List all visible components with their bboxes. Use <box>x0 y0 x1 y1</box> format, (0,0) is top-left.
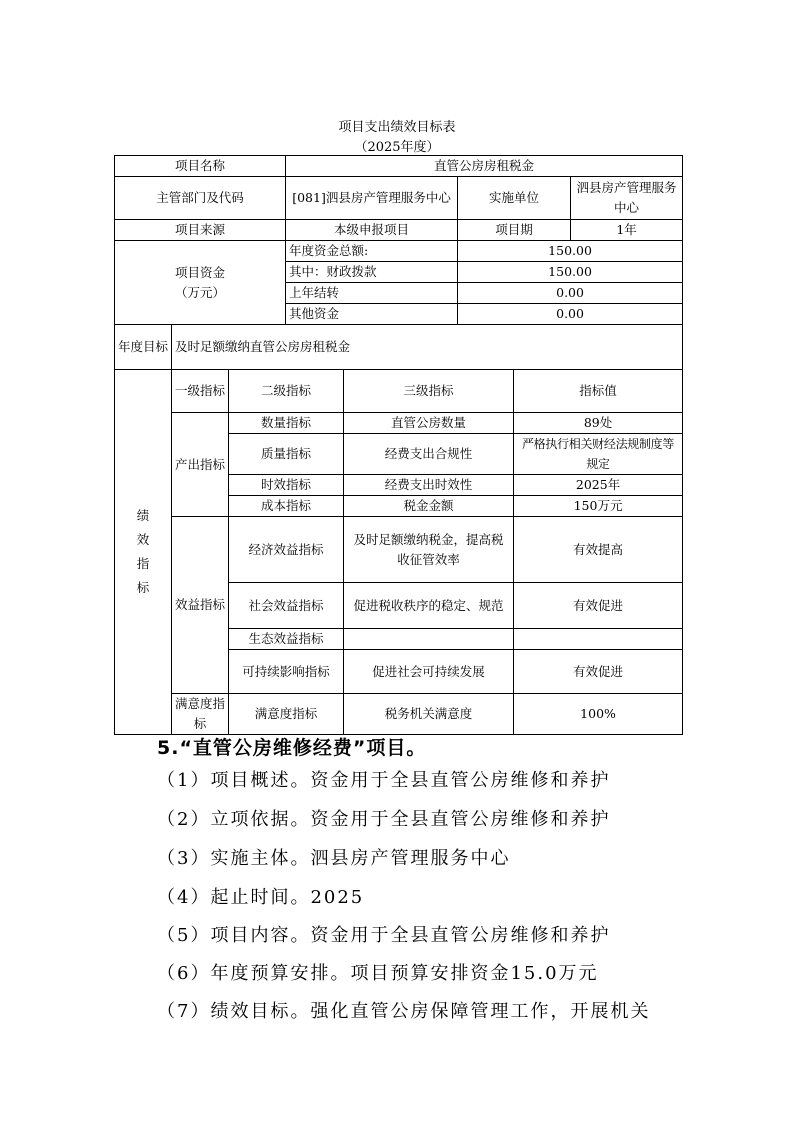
hdr-val: 指标值 <box>514 370 683 413</box>
period-value: 1年 <box>571 220 683 241</box>
fund-row-label: 其中：财政拨款 <box>286 262 458 283</box>
output-label: 产出指标 <box>172 413 229 517</box>
val-cell: 100% <box>514 694 683 735</box>
section-item: （5）项目内容。资金用于全县直管公房维修和养护 <box>157 925 611 946</box>
fund-row-value: 150.00 <box>458 262 683 283</box>
fund-row-label: 上年结转 <box>286 283 458 304</box>
l3-cell: 促进税收秩序的稳定、规范 <box>344 583 514 629</box>
section-item: （4）起止时间。2025 <box>157 887 365 908</box>
hdr-l1: 一级指标 <box>172 370 229 413</box>
l2-cell: 成本指标 <box>229 496 344 517</box>
val-cell: 有效提高 <box>514 517 683 583</box>
l3-cell: 经费支出合规性 <box>344 434 514 475</box>
source-label: 项目来源 <box>115 220 286 241</box>
dept-label: 主管部门及代码 <box>115 177 286 220</box>
l3-cell: 直管公房数量 <box>344 413 514 434</box>
section-item: （1）项目概述。资金用于全县直管公房维修和养护 <box>157 770 611 791</box>
l2-cell: 生态效益指标 <box>229 629 344 650</box>
table-subtitle: （2025年度） <box>354 140 440 155</box>
val-cell: 150万元 <box>514 496 683 517</box>
val-cell: 严格执行相关财经法规制度等规定 <box>514 434 683 475</box>
dept-value: [081]泗县房产管理服务中心 <box>286 177 458 220</box>
funds-label-text: 项目资金 <box>175 264 226 280</box>
section-item: （7）绩效目标。强化直管公房保障管理工作，开展机关 <box>157 1001 651 1022</box>
period-label: 项目期 <box>458 220 571 241</box>
l2-cell: 数量指标 <box>229 413 344 434</box>
satisfaction-label: 满意度指标 <box>172 694 229 735</box>
project-name-label: 项目名称 <box>115 156 286 177</box>
fund-row-value: 0.00 <box>458 283 683 304</box>
fund-row-value: 150.00 <box>458 241 683 262</box>
perf-label <box>115 370 172 735</box>
fund-row-label: 年度资金总额: <box>286 241 458 262</box>
performance-table <box>114 155 683 735</box>
impl-value: 泗县房产管理服务中心 <box>571 177 683 220</box>
val-cell: 有效促进 <box>514 650 683 694</box>
table-title: 项目支出绩效目标表 <box>338 120 456 135</box>
l2-cell: 社会效益指标 <box>229 583 344 629</box>
section-item: （6）年度预算安排。项目预算安排资金15.0万元 <box>157 963 599 984</box>
section-item: （2）立项依据。资金用于全县直管公房维修和养护 <box>157 809 611 830</box>
hdr-l3: 三级指标 <box>344 370 514 413</box>
l2-cell: 经济效益指标 <box>229 517 344 583</box>
section-heading: 5.“直管公房维修经费”项目。 <box>157 737 427 759</box>
hdr-l2: 二级指标 <box>229 370 344 413</box>
l2-cell: 质量指标 <box>229 434 344 475</box>
fund-row-label: 其他资金 <box>286 304 458 325</box>
l3-cell: 促进社会可持续发展 <box>344 650 514 694</box>
l2-cell: 时效指标 <box>229 475 344 496</box>
impl-label: 实施单位 <box>458 177 571 220</box>
goal-value: 及时足额缴纳直管公房房租税金 <box>172 325 683 370</box>
perf-label-text: 绩效指标 <box>136 508 150 595</box>
source-value: 本级申报项目 <box>286 220 458 241</box>
l2-cell: 可持续影响指标 <box>229 650 344 694</box>
fund-row-value: 0.00 <box>458 304 683 325</box>
l3-cell: 及时足额缴纳税金，提高税收征管效率 <box>344 517 514 583</box>
project-name: 直管公房房租税金 <box>286 156 683 177</box>
val-cell: 2025年 <box>514 475 683 496</box>
funds-unit: （万元） <box>175 284 226 300</box>
funds-label <box>115 241 286 325</box>
val-cell: 有效促进 <box>514 583 683 629</box>
val-cell <box>514 629 683 650</box>
l3-cell: 经费支出时效性 <box>344 475 514 496</box>
l3-cell: 税务机关满意度 <box>344 694 514 735</box>
val-cell: 89处 <box>514 413 683 434</box>
l2-cell: 满意度指标 <box>229 694 344 735</box>
benefit-label: 效益指标 <box>172 517 229 694</box>
l3-cell: 税金金额 <box>344 496 514 517</box>
section-item: （3）实施主体。泗县房产管理服务中心 <box>157 848 511 869</box>
l3-cell <box>344 629 514 650</box>
goal-label: 年度目标 <box>115 325 172 370</box>
